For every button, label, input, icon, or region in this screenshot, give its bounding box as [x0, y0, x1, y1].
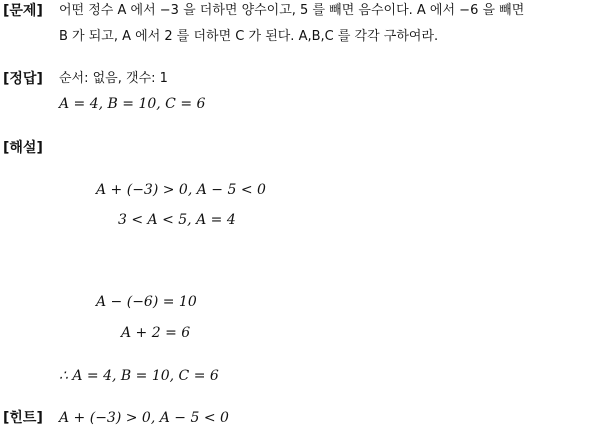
- explanation-conclusion: ∴ A = 4, B = 10, C = 6: [59, 368, 219, 384]
- explanation-inequality: A + (−3) > 0, A − 5 < 0: [96, 182, 266, 198]
- explanation-label: [해설]: [3, 140, 43, 156]
- hint-text: A + (−3) > 0, A − 5 < 0: [59, 410, 229, 426]
- explanation-range: 3 < A < 5, A = 4: [118, 212, 236, 228]
- problem-text-line-2: B 가 되고, A 에서 2 를 더하면 C 가 된다. A,B,C 를 각각 구하여라.: [59, 29, 439, 44]
- explanation-c-equation: A + 2 = 6: [121, 325, 191, 341]
- hint-label: [힌트]: [3, 410, 43, 426]
- problem-label: [문제]: [3, 3, 43, 19]
- answer-order-count: 순서: 없음, 갯수: 1: [59, 71, 168, 86]
- answer-values: A = 4, B = 10, C = 6: [59, 96, 206, 112]
- problem-text-line-1: 어떤 정수 A 에서 −3 을 더하면 양수이고, 5 를 빼면 음수이다. A 에서 −6 을 빼면: [59, 3, 525, 18]
- answer-label: [정답]: [3, 71, 43, 87]
- explanation-b-equation: A − (−6) = 10: [96, 294, 197, 310]
